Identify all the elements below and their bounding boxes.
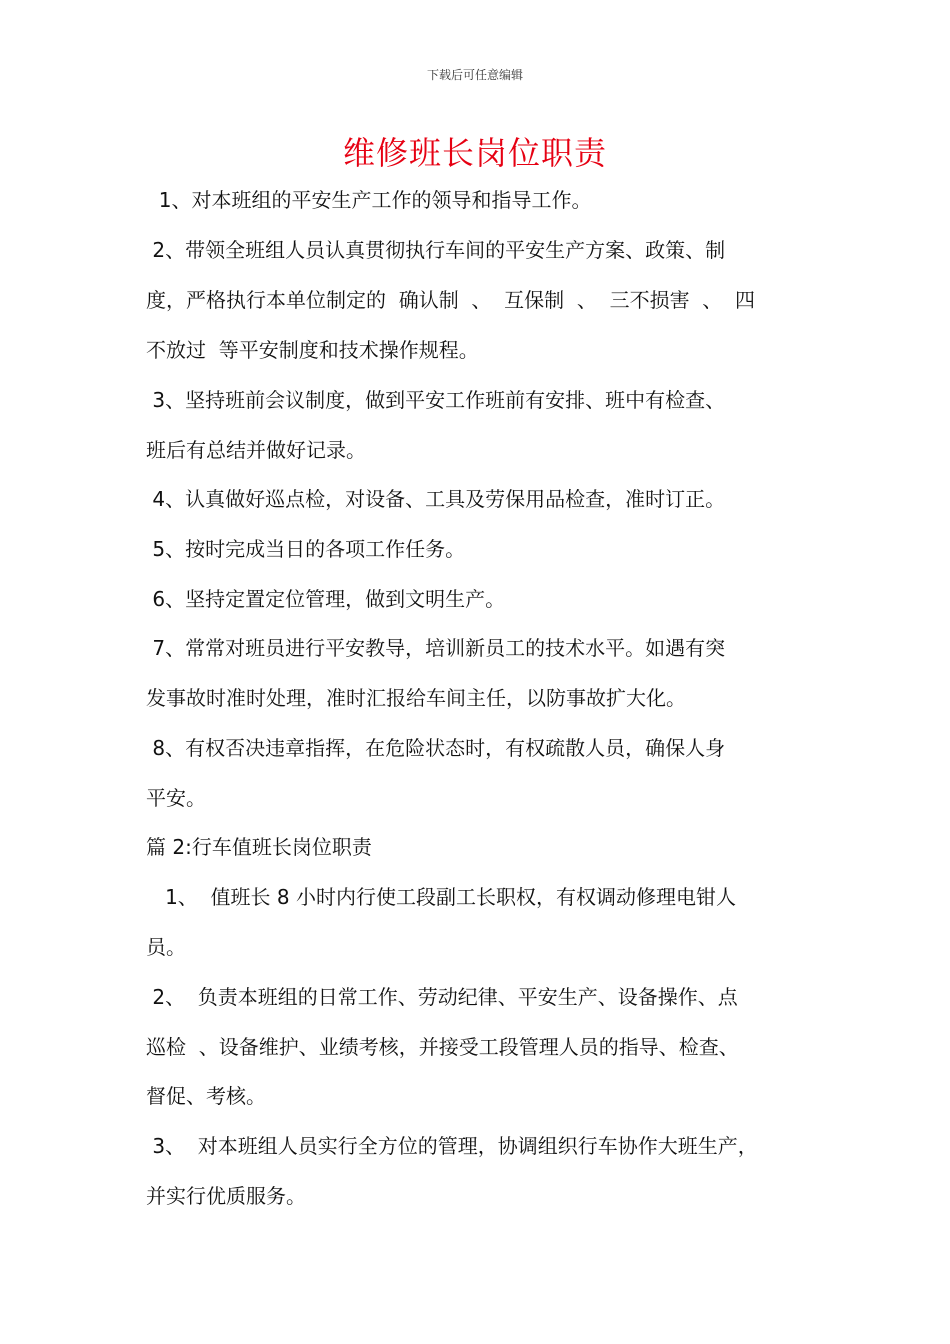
document-title: 维修班长岗位职责	[342, 134, 607, 172]
text-line: 3、 对本班组人员实行全方位的管理，协调组织行车协作大班生产，	[146, 1134, 758, 1158]
text-line: 度，严格执行本单位制定的 确认制 、 互保制 、 三不损害 、 四	[146, 288, 756, 312]
text-line: 1、对本班组的平安生产工作的领导和指导工作。	[146, 188, 592, 212]
text-line: 平安。	[146, 786, 206, 810]
text-line: 2、 负责本班组的日常工作、劳动纪律、平安生产、设备操作、点	[146, 985, 738, 1009]
text-line: 4、认真做好巡点检，对设备、工具及劳保用品检查，准时订正。	[146, 487, 726, 511]
text-line: 8、有权否决违章指挥，在危险状态时，有权疏散人员，确保人身	[146, 736, 726, 760]
text-line: 6、坚持定置定位管理，做到文明生产。	[146, 587, 506, 611]
text-line: 5、按时完成当日的各项工作任务。	[146, 537, 466, 561]
text-line: 3、坚持班前会议制度，做到平安工作班前有安排、班中有检查、	[146, 388, 726, 412]
section-heading: 篇 2:行车值班长岗位职责	[146, 835, 372, 859]
text-line: 员。	[146, 935, 186, 959]
text-line: 巡检 、设备维护、业绩考核，并接受工段管理人员的指导、检查、	[146, 1035, 739, 1059]
text-line: 2、带领全班组人员认真贯彻执行车间的平安生产方案、政策、制	[146, 238, 726, 262]
text-line: 并实行优质服务。	[146, 1184, 306, 1208]
text-line: 7、常常对班员进行平安教导，培训新员工的技术水平。如遇有突	[146, 636, 726, 660]
text-line: 1、 值班长 8 小时内行使工段副工长职权，有权调动修理电钳人	[146, 885, 736, 909]
text-line: 不放过 等平安制度和技术操作规程。	[146, 338, 479, 362]
text-line: 发事故时准时处理，准时汇报给车间主任，以防事故扩大化。	[146, 686, 686, 710]
text-line: 督促、考核。	[146, 1084, 266, 1108]
text-line: 班后有总结并做好记录。	[146, 438, 366, 462]
header-note: 下载后可任意编辑	[426, 68, 523, 82]
